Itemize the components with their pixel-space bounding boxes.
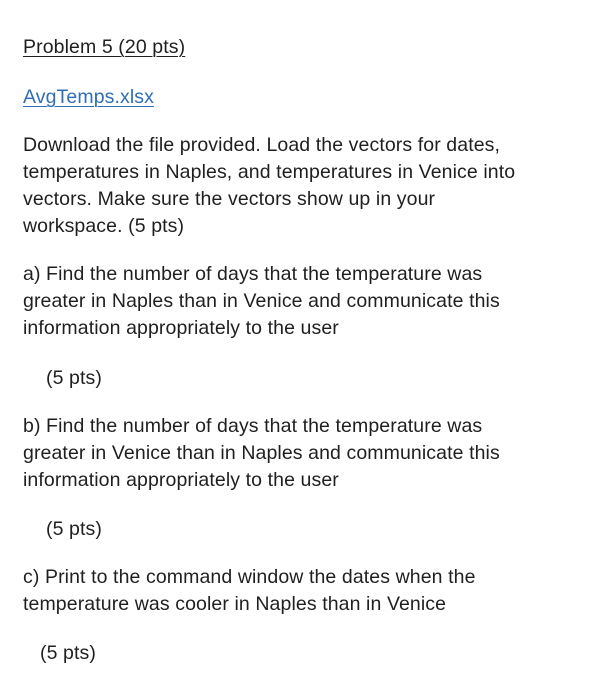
- intro-line: workspace. (5 pts): [23, 215, 185, 237]
- intro-line: vectors. Make sure the vectors show up in your: [23, 188, 436, 210]
- intro-line: Download the file provided. Load the vectors for dates,: [23, 134, 501, 156]
- part-c-line: c) Print to the command window the dates when the: [23, 566, 476, 588]
- part-a-line: information appropriately to the user: [23, 317, 339, 339]
- intro-line: temperatures in Naples, and temperatures in Venice into: [23, 161, 516, 183]
- part-b-line: b) Find the number of days that the temperature was: [23, 415, 483, 437]
- part-a-line: a) Find the number of days that the temperature was: [23, 263, 483, 285]
- part-a-line: greater in Naples than in Venice and communicate this: [23, 290, 500, 312]
- part-c-line: temperature was cooler in Naples than in Venice: [23, 593, 447, 615]
- part-b-line: greater in Venice than in Naples and communicate this: [23, 442, 500, 464]
- part-b-points: (5 pts): [46, 518, 102, 540]
- part-a-points: (5 pts): [46, 367, 102, 389]
- part-b-line: information appropriately to the user: [23, 469, 339, 491]
- file-download-link[interactable]: AvgTemps.xlsx: [23, 86, 154, 108]
- problem-title: Problem 5 (20 pts): [23, 36, 186, 58]
- part-c-points: (5 pts): [40, 642, 96, 664]
